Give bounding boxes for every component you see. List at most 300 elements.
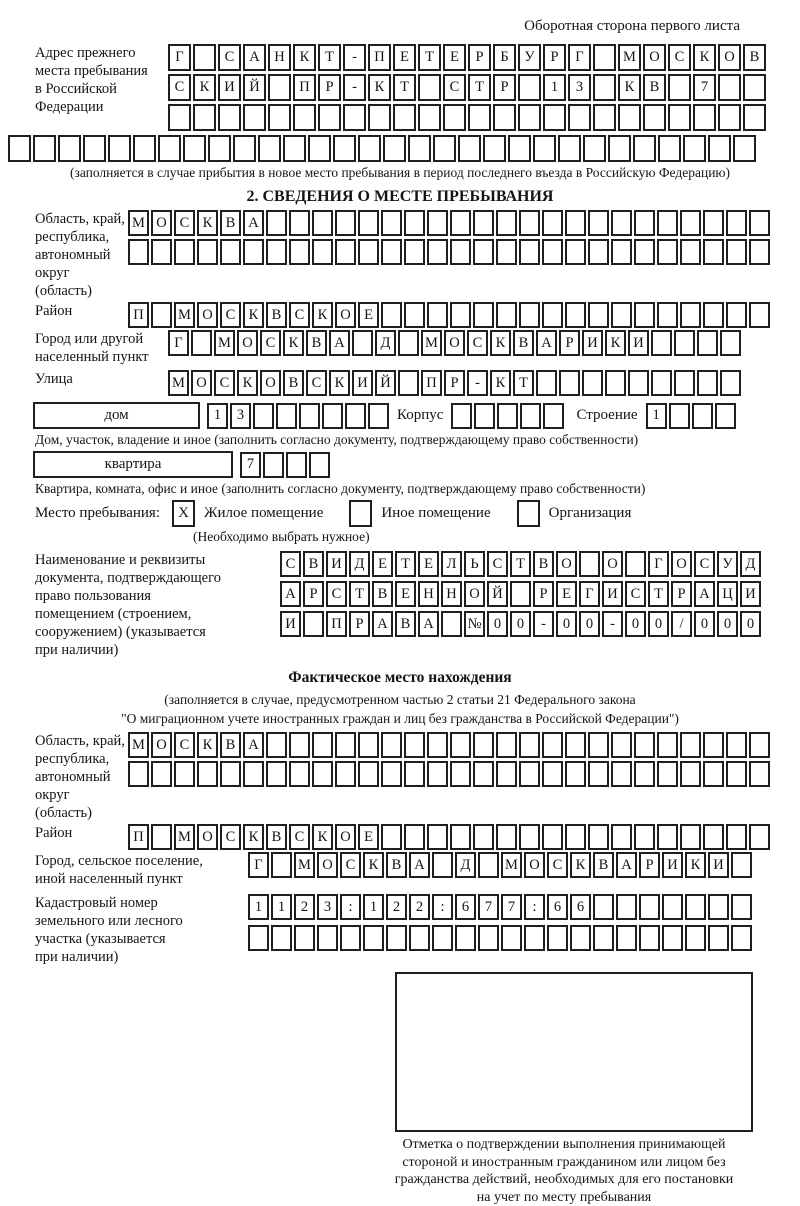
char-box-empty[interactable]	[243, 761, 264, 787]
char-box-empty[interactable]	[749, 239, 770, 265]
char-box[interactable]: А	[418, 611, 439, 637]
char-box[interactable]: К	[283, 330, 304, 356]
char-box[interactable]: Й	[487, 581, 508, 607]
char-box[interactable]: О	[671, 551, 692, 577]
char-box-empty[interactable]	[720, 330, 741, 356]
char-box[interactable]: -	[467, 370, 488, 396]
char-box-empty[interactable]	[565, 239, 586, 265]
char-box-empty[interactable]	[524, 925, 545, 951]
char-box-empty[interactable]	[468, 104, 491, 131]
char-box-empty[interactable]	[381, 732, 402, 758]
char-box[interactable]: С	[340, 852, 361, 878]
char-box-empty[interactable]	[345, 403, 366, 429]
char-box[interactable]: /	[671, 611, 692, 637]
char-box-empty[interactable]	[570, 925, 591, 951]
char-box-empty[interactable]	[450, 210, 471, 236]
char-box[interactable]: И	[326, 551, 347, 577]
char-box-empty[interactable]	[352, 330, 373, 356]
char-box-empty[interactable]	[404, 302, 425, 328]
char-box[interactable]: О	[718, 44, 741, 71]
char-box-empty[interactable]	[174, 761, 195, 787]
char-box-empty[interactable]	[633, 135, 656, 162]
char-box[interactable]: Д	[375, 330, 396, 356]
char-box[interactable]: Н	[418, 581, 439, 607]
char-box[interactable]: О	[335, 824, 356, 850]
char-box-empty[interactable]	[158, 135, 181, 162]
char-box-empty[interactable]	[318, 104, 341, 131]
char-box[interactable]: В	[513, 330, 534, 356]
char-box-empty[interactable]	[692, 403, 713, 429]
char-box[interactable]: Р	[303, 581, 324, 607]
char-box-empty[interactable]	[703, 732, 724, 758]
char-box-empty[interactable]	[473, 210, 494, 236]
char-box[interactable]: Р	[468, 44, 491, 71]
char-box-empty[interactable]	[658, 135, 681, 162]
char-box-empty[interactable]	[263, 452, 284, 478]
char-box-empty[interactable]	[749, 302, 770, 328]
char-box[interactable]: Р	[639, 852, 660, 878]
char-box-empty[interactable]	[473, 239, 494, 265]
char-box[interactable]: 1	[271, 894, 292, 920]
char-box[interactable]: 1	[207, 403, 228, 429]
char-box[interactable]: С	[625, 581, 646, 607]
char-box-empty[interactable]	[268, 74, 291, 101]
char-box-empty[interactable]	[496, 824, 517, 850]
char-box-empty[interactable]	[588, 302, 609, 328]
char-box[interactable]: С	[174, 732, 195, 758]
char-box-empty[interactable]	[685, 925, 706, 951]
char-box-empty[interactable]	[588, 210, 609, 236]
char-box[interactable]: О	[197, 302, 218, 328]
checkbox-organizatsiya[interactable]	[517, 500, 540, 527]
char-box[interactable]: 6	[570, 894, 591, 920]
char-box-empty[interactable]	[593, 74, 616, 101]
char-box-empty[interactable]	[266, 239, 287, 265]
char-box-empty[interactable]	[220, 239, 241, 265]
char-box-empty[interactable]	[450, 761, 471, 787]
char-box-empty[interactable]	[441, 611, 462, 637]
char-box[interactable]: №	[464, 611, 485, 637]
char-box-empty[interactable]	[639, 925, 660, 951]
char-box-empty[interactable]	[496, 302, 517, 328]
char-box-empty[interactable]	[639, 894, 660, 920]
char-box-empty[interactable]	[183, 135, 206, 162]
char-box-empty[interactable]	[322, 403, 343, 429]
char-box-empty[interactable]	[289, 210, 310, 236]
char-box[interactable]: О	[335, 302, 356, 328]
char-box-empty[interactable]	[680, 239, 701, 265]
char-box-empty[interactable]	[565, 732, 586, 758]
char-box[interactable]: К	[368, 74, 391, 101]
char-box-empty[interactable]	[358, 732, 379, 758]
char-box[interactable]: О	[151, 732, 172, 758]
char-box-empty[interactable]	[519, 824, 540, 850]
char-box[interactable]: Н	[441, 581, 462, 607]
char-box-empty[interactable]	[674, 370, 695, 396]
char-box-empty[interactable]	[657, 761, 678, 787]
char-box-empty[interactable]	[299, 403, 320, 429]
char-box-empty[interactable]	[657, 210, 678, 236]
char-box[interactable]: К	[312, 824, 333, 850]
char-box-empty[interactable]	[616, 925, 637, 951]
checkbox-zhiloe-pomeshchenie[interactable]: X	[172, 500, 195, 527]
char-box[interactable]: Т	[318, 44, 341, 71]
char-box[interactable]: М	[214, 330, 235, 356]
char-box-empty[interactable]	[312, 732, 333, 758]
char-box[interactable]: С	[306, 370, 327, 396]
char-box-empty[interactable]	[542, 239, 563, 265]
char-box-empty[interactable]	[253, 403, 274, 429]
char-box[interactable]: 2	[294, 894, 315, 920]
char-box-empty[interactable]	[427, 302, 448, 328]
char-box-empty[interactable]	[383, 135, 406, 162]
char-box[interactable]: 0	[625, 611, 646, 637]
char-box-empty[interactable]	[634, 210, 655, 236]
char-box-empty[interactable]	[643, 104, 666, 131]
char-box-empty[interactable]	[697, 370, 718, 396]
char-box[interactable]: С	[220, 824, 241, 850]
char-box-empty[interactable]	[668, 74, 691, 101]
char-box-empty[interactable]	[393, 104, 416, 131]
char-box-empty[interactable]	[474, 403, 495, 429]
char-box-empty[interactable]	[404, 732, 425, 758]
char-box-empty[interactable]	[634, 824, 655, 850]
char-box[interactable]: 3	[568, 74, 591, 101]
char-box[interactable]: 0	[648, 611, 669, 637]
char-box[interactable]: К	[363, 852, 384, 878]
char-box-empty[interactable]	[628, 370, 649, 396]
char-box[interactable]: 0	[487, 611, 508, 637]
char-box[interactable]: С	[174, 210, 195, 236]
char-box[interactable]: С	[487, 551, 508, 577]
char-box[interactable]: Т	[468, 74, 491, 101]
char-box-empty[interactable]	[404, 761, 425, 787]
char-box[interactable]: М	[128, 210, 149, 236]
char-box-empty[interactable]	[404, 824, 425, 850]
char-box[interactable]: М	[128, 732, 149, 758]
char-box-empty[interactable]	[83, 135, 106, 162]
char-box[interactable]: Е	[443, 44, 466, 71]
char-box[interactable]: К	[685, 852, 706, 878]
char-box-empty[interactable]	[579, 551, 600, 577]
char-box[interactable]: М	[168, 370, 189, 396]
char-box-empty[interactable]	[312, 239, 333, 265]
char-box-empty[interactable]	[611, 761, 632, 787]
char-box-empty[interactable]	[731, 925, 752, 951]
char-box-empty[interactable]	[450, 732, 471, 758]
char-box-empty[interactable]	[151, 824, 172, 850]
char-box[interactable]: И	[708, 852, 729, 878]
char-box[interactable]: К	[570, 852, 591, 878]
char-box[interactable]: Г	[168, 44, 191, 71]
char-box[interactable]: О	[464, 581, 485, 607]
char-box-empty[interactable]	[543, 403, 564, 429]
char-box[interactable]: А	[329, 330, 350, 356]
char-box-empty[interactable]	[312, 761, 333, 787]
char-box-empty[interactable]	[749, 761, 770, 787]
char-box-empty[interactable]	[608, 135, 631, 162]
char-box-empty[interactable]	[335, 210, 356, 236]
char-box-empty[interactable]	[308, 135, 331, 162]
char-box-empty[interactable]	[450, 239, 471, 265]
char-box-empty[interactable]	[233, 135, 256, 162]
char-box-empty[interactable]	[582, 370, 603, 396]
char-box-empty[interactable]	[220, 761, 241, 787]
char-box-empty[interactable]	[611, 824, 632, 850]
char-box-empty[interactable]	[451, 403, 472, 429]
char-box[interactable]: К	[605, 330, 626, 356]
char-box[interactable]: О	[197, 824, 218, 850]
char-box[interactable]: Е	[358, 824, 379, 850]
char-box-empty[interactable]	[708, 135, 731, 162]
char-box[interactable]: С	[214, 370, 235, 396]
char-box-empty[interactable]	[680, 732, 701, 758]
char-box[interactable]: 0	[579, 611, 600, 637]
char-box[interactable]: А	[536, 330, 557, 356]
char-box-empty[interactable]	[128, 239, 149, 265]
char-box-empty[interactable]	[683, 135, 706, 162]
char-box[interactable]: С	[218, 44, 241, 71]
char-box[interactable]: Г	[248, 852, 269, 878]
char-box-empty[interactable]	[8, 135, 31, 162]
char-box[interactable]: -	[343, 74, 366, 101]
char-box-empty[interactable]	[286, 452, 307, 478]
char-box-empty[interactable]	[343, 104, 366, 131]
char-box[interactable]: К	[490, 330, 511, 356]
char-box[interactable]: Б	[493, 44, 516, 71]
char-box-empty[interactable]	[743, 104, 766, 131]
char-box-empty[interactable]	[432, 925, 453, 951]
char-box[interactable]: В	[533, 551, 554, 577]
char-box-empty[interactable]	[191, 330, 212, 356]
char-box-empty[interactable]	[718, 104, 741, 131]
char-box-empty[interactable]	[427, 210, 448, 236]
char-box[interactable]: С	[547, 852, 568, 878]
char-box[interactable]: Е	[556, 581, 577, 607]
char-box-empty[interactable]	[58, 135, 81, 162]
char-box-empty[interactable]	[583, 135, 606, 162]
char-box-empty[interactable]	[294, 925, 315, 951]
char-box-empty[interactable]	[398, 330, 419, 356]
char-box[interactable]: -	[602, 611, 623, 637]
char-box-empty[interactable]	[520, 403, 541, 429]
char-box-empty[interactable]	[693, 104, 716, 131]
char-box-empty[interactable]	[593, 925, 614, 951]
char-box-empty[interactable]	[427, 824, 448, 850]
char-box-empty[interactable]	[588, 824, 609, 850]
char-box-empty[interactable]	[680, 302, 701, 328]
char-box-empty[interactable]	[386, 925, 407, 951]
char-box-empty[interactable]	[271, 925, 292, 951]
char-box-empty[interactable]	[358, 761, 379, 787]
char-box-empty[interactable]	[669, 403, 690, 429]
char-box-empty[interactable]	[718, 74, 741, 101]
char-box-empty[interactable]	[542, 732, 563, 758]
char-box[interactable]: П	[128, 824, 149, 850]
char-box-empty[interactable]	[268, 104, 291, 131]
char-box-empty[interactable]	[151, 761, 172, 787]
char-box-empty[interactable]	[418, 74, 441, 101]
char-box[interactable]: Г	[648, 551, 669, 577]
char-box-empty[interactable]	[266, 761, 287, 787]
char-box-empty[interactable]	[743, 74, 766, 101]
char-box-empty[interactable]	[749, 824, 770, 850]
char-box-empty[interactable]	[409, 925, 430, 951]
char-box-empty[interactable]	[289, 732, 310, 758]
char-box-empty[interactable]	[197, 761, 218, 787]
char-box[interactable]: Е	[393, 44, 416, 71]
char-box-empty[interactable]	[478, 852, 499, 878]
char-box-empty[interactable]	[381, 210, 402, 236]
char-box-empty[interactable]	[519, 732, 540, 758]
char-box[interactable]: 0	[740, 611, 761, 637]
char-box[interactable]: И	[740, 581, 761, 607]
char-box-empty[interactable]	[703, 239, 724, 265]
char-box[interactable]: С	[668, 44, 691, 71]
char-box-empty[interactable]	[616, 894, 637, 920]
char-box[interactable]: К	[312, 302, 333, 328]
char-box[interactable]: А	[243, 732, 264, 758]
char-box-empty[interactable]	[668, 104, 691, 131]
char-box-empty[interactable]	[593, 894, 614, 920]
char-box-empty[interactable]	[501, 925, 522, 951]
char-box[interactable]: О	[237, 330, 258, 356]
char-box[interactable]: С	[260, 330, 281, 356]
char-box[interactable]: Е	[395, 581, 416, 607]
char-box[interactable]: И	[218, 74, 241, 101]
char-box[interactable]: О	[602, 551, 623, 577]
char-box-empty[interactable]	[674, 330, 695, 356]
char-box-empty[interactable]	[427, 732, 448, 758]
char-box[interactable]: И	[280, 611, 301, 637]
char-box-empty[interactable]	[731, 852, 752, 878]
char-box[interactable]: Р	[543, 44, 566, 71]
char-box[interactable]: В	[743, 44, 766, 71]
char-box-empty[interactable]	[605, 370, 626, 396]
char-box-empty[interactable]	[497, 403, 518, 429]
char-box[interactable]: Г	[168, 330, 189, 356]
char-box-empty[interactable]	[108, 135, 131, 162]
char-box-empty[interactable]	[193, 104, 216, 131]
char-box[interactable]: В	[395, 611, 416, 637]
char-box[interactable]: К	[693, 44, 716, 71]
char-box-empty[interactable]	[404, 239, 425, 265]
char-box-empty[interactable]	[543, 104, 566, 131]
char-box[interactable]: С	[168, 74, 191, 101]
char-box[interactable]: Ц	[717, 581, 738, 607]
char-box-empty[interactable]	[680, 824, 701, 850]
char-box-empty[interactable]	[258, 135, 281, 162]
char-box-empty[interactable]	[657, 824, 678, 850]
char-box[interactable]: 7	[693, 74, 716, 101]
char-box-empty[interactable]	[565, 210, 586, 236]
char-box[interactable]: 1	[646, 403, 667, 429]
char-box[interactable]: Т	[393, 74, 416, 101]
char-box[interactable]: С	[289, 302, 310, 328]
char-box-empty[interactable]	[611, 239, 632, 265]
char-box[interactable]: С	[289, 824, 310, 850]
char-box[interactable]: Т	[648, 581, 669, 607]
char-box-empty[interactable]	[289, 761, 310, 787]
char-box-empty[interactable]	[427, 239, 448, 265]
char-box-empty[interactable]	[381, 239, 402, 265]
char-box-empty[interactable]	[335, 239, 356, 265]
char-box[interactable]: В	[283, 370, 304, 396]
char-box-empty[interactable]	[703, 210, 724, 236]
char-box-empty[interactable]	[508, 135, 531, 162]
char-box[interactable]: О	[191, 370, 212, 396]
char-box-empty[interactable]	[720, 370, 741, 396]
char-box-empty[interactable]	[726, 210, 747, 236]
char-box-empty[interactable]	[433, 135, 456, 162]
char-box[interactable]: А	[372, 611, 393, 637]
char-box-empty[interactable]	[542, 302, 563, 328]
char-box[interactable]: 2	[386, 894, 407, 920]
char-box-empty[interactable]	[283, 135, 306, 162]
char-box[interactable]: С	[280, 551, 301, 577]
char-box-empty[interactable]	[634, 761, 655, 787]
char-box[interactable]: М	[501, 852, 522, 878]
char-box[interactable]: К	[329, 370, 350, 396]
char-box[interactable]: 7	[240, 452, 261, 478]
char-box-empty[interactable]	[496, 210, 517, 236]
char-box[interactable]: Р	[318, 74, 341, 101]
char-box-empty[interactable]	[128, 761, 149, 787]
char-box-empty[interactable]	[634, 732, 655, 758]
char-box[interactable]: 7	[478, 894, 499, 920]
char-box[interactable]: 3	[317, 894, 338, 920]
char-box[interactable]: А	[280, 581, 301, 607]
char-box-empty[interactable]	[588, 239, 609, 265]
char-box[interactable]: 1	[248, 894, 269, 920]
char-box[interactable]: М	[174, 302, 195, 328]
char-box[interactable]: В	[303, 551, 324, 577]
char-box-empty[interactable]	[651, 370, 672, 396]
char-box-empty[interactable]	[715, 403, 736, 429]
char-box[interactable]: Т	[418, 44, 441, 71]
char-box-empty[interactable]	[565, 302, 586, 328]
char-box-empty[interactable]	[703, 761, 724, 787]
char-box-empty[interactable]	[542, 210, 563, 236]
char-box-empty[interactable]	[381, 302, 402, 328]
char-box-empty[interactable]	[266, 210, 287, 236]
char-box-empty[interactable]	[243, 104, 266, 131]
char-box[interactable]: Р	[349, 611, 370, 637]
char-box-empty[interactable]	[559, 370, 580, 396]
char-box-empty[interactable]	[657, 302, 678, 328]
char-box-empty[interactable]	[542, 761, 563, 787]
char-box[interactable]: 2	[409, 894, 430, 920]
char-box[interactable]: 7	[501, 894, 522, 920]
char-box-empty[interactable]	[593, 44, 616, 71]
char-box-empty[interactable]	[726, 761, 747, 787]
char-box[interactable]: А	[694, 581, 715, 607]
char-box[interactable]: Г	[579, 581, 600, 607]
char-box-empty[interactable]	[455, 925, 476, 951]
char-box[interactable]: К	[243, 824, 264, 850]
char-box[interactable]: Д	[455, 852, 476, 878]
char-box-empty[interactable]	[450, 302, 471, 328]
char-box[interactable]: У	[518, 44, 541, 71]
char-box-empty[interactable]	[547, 925, 568, 951]
char-box-empty[interactable]	[478, 925, 499, 951]
char-box[interactable]: П	[293, 74, 316, 101]
char-box[interactable]: В	[306, 330, 327, 356]
char-box-empty[interactable]	[568, 104, 591, 131]
char-box[interactable]: О	[260, 370, 281, 396]
char-box[interactable]: 0	[556, 611, 577, 637]
char-box-empty[interactable]	[726, 302, 747, 328]
